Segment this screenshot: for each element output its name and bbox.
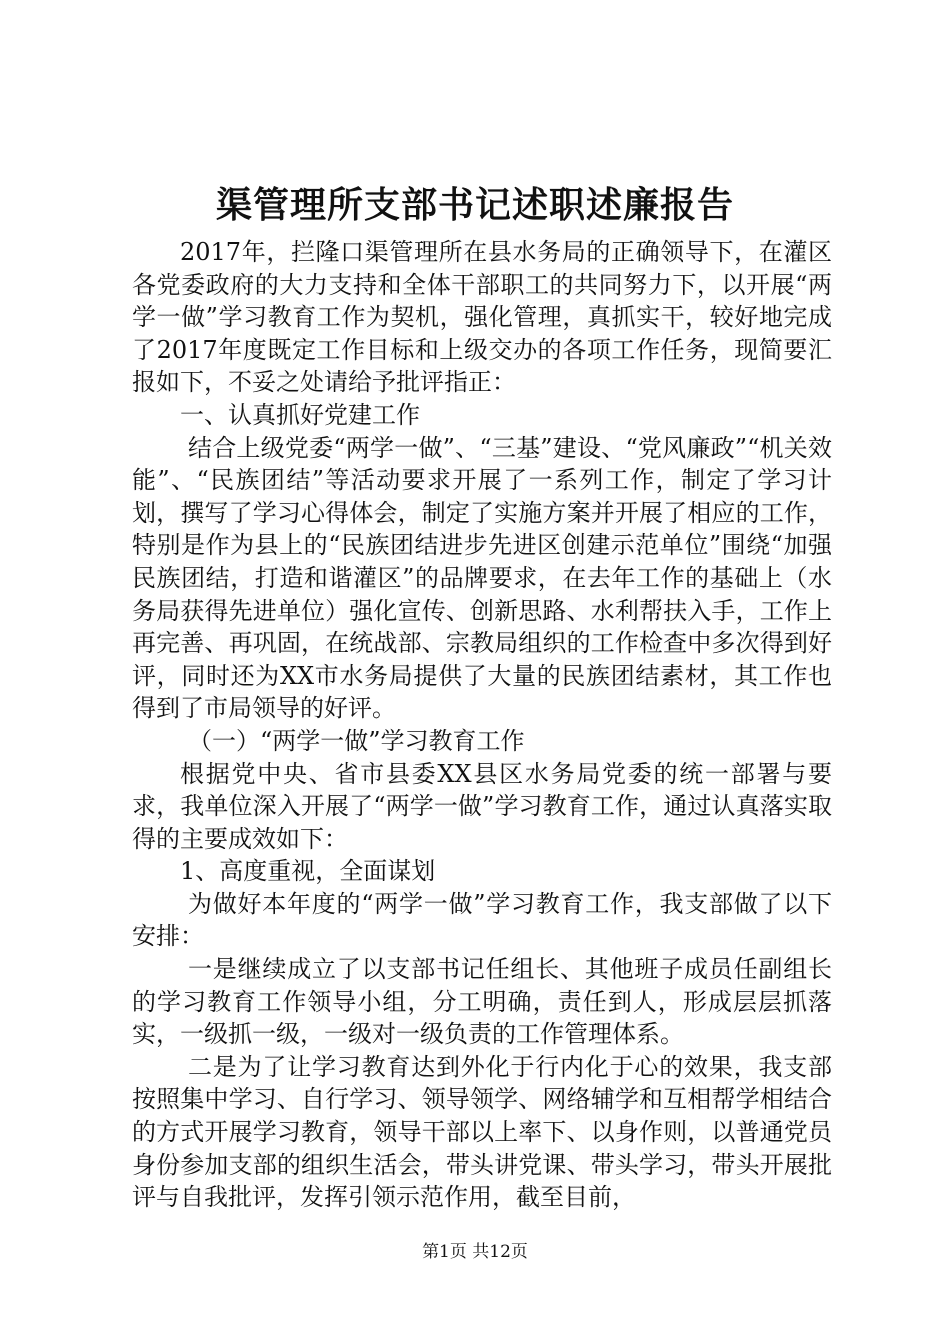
document-body (132, 236, 832, 1214)
paragraph-party-building: 结合上级党委“两学一做”、“三基”建设、“党风廉政”“机关效能”、“民族团结”等活动要求开展了一系列工作，制定了学习计划，撰写了学习心得体会，制定了实施方案并开展了相应的工作，特别是作为县上的“民族团结进步先进区创建示范单位”围绕“加强民族团结，打造和谐灌区”的品牌要求，在去年工作的基础上（水务局获得先进单位）强化宣传、创新思路、水利帮扶入手，工作上再完善、再巩固，在统战部、宗教局组织的工作检查中多次得到好评，同时还为XX市水务局提供了大量的民族团结素材，其工作也得到了市局领导的好评。 (132, 433, 832, 723)
item-heading-1: 1、高度重视，全面谋划 (180, 857, 436, 886)
paragraph-arrangement: 为做好本年度的“两学一做”学习教育工作，我支部做了以下安排： (132, 889, 832, 951)
subsection-heading-1: （一）“两学一做”学习教育工作 (188, 726, 525, 755)
paragraph-point-two: 二是为了让学习教育达到外化于行内化于心的效果，我支部按照集中学习、自行学习、领导领学、网络辅学和互相帮学相结合的方式开展学习教育，领导干部以上率下、以身作则，以普通党员身份参加支部的组织生活会，带头讲党课、带头学习，带头开展批评与自我批评，发挥引领示范作用，截至目前， (132, 1052, 832, 1212)
paragraph-point-one: 一是继续成立了以支部书记任组长、其他班子成员任副组长的学习教育工作领导小组，分工明确，责任到人，形成层层抓落实，一级抓一级，一级对一级负责的工作管理体系。 (132, 955, 832, 1049)
document-title: 渠管理所支部书记述职述廉报告 (215, 184, 734, 226)
section-heading-1: 一、认真抓好党建工作 (180, 400, 420, 429)
paragraph-intro: 2017年，拦隆口渠管理所在县水务局的正确领导下，在灌区各党委政府的大力支持和全体干部职工的共同努力下，以开展“两学一做”学习教育工作为契机，强化管理，真抓实干，较好地完成了2017年度既定工作目标和上级交办的各项工作任务，现简要汇报如下，不妥之处请给予批评指正： (132, 238, 832, 397)
paragraph-study-education: 根据党中央、省市县委XX县区水务局党委的统一部署与要求，我单位深入开展了“两学一做”学习教育工作，通过认真落实取得的主要成效如下： (132, 759, 832, 853)
page-footer: 第1页 共12页 (422, 1242, 528, 1262)
